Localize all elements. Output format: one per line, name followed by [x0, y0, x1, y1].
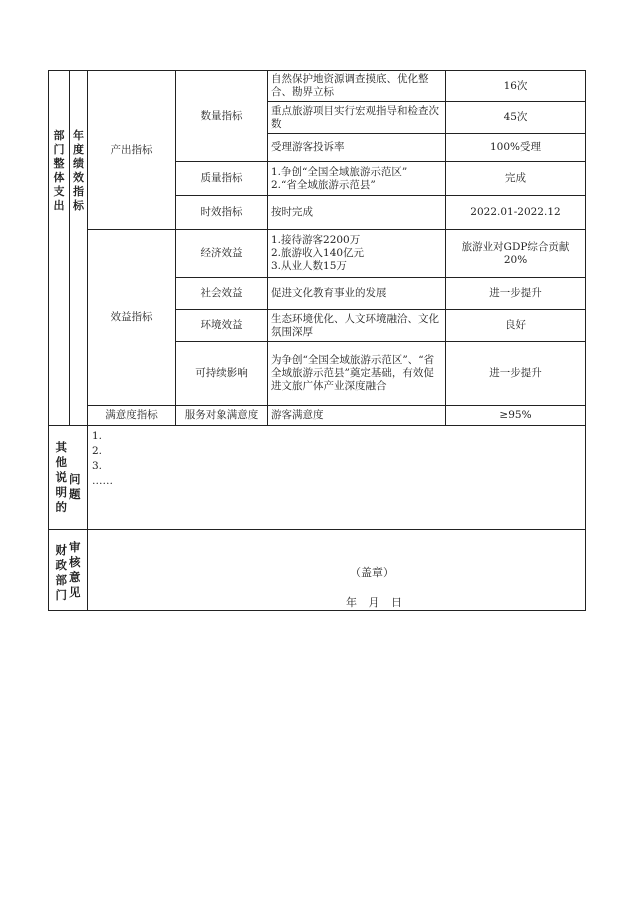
seal-text: （盖章） [350, 566, 394, 579]
sub-social: 社会效益 [176, 278, 268, 310]
date-text: 年 月 日 [346, 596, 402, 609]
annual-label-col [70, 70, 88, 426]
other-item-4: …… [92, 475, 113, 487]
indicator-q1: 自然保护地资源调查摸底、优化整合、勘界立标 [268, 70, 446, 102]
cat-output: 产出指标 [88, 70, 176, 230]
value-satisfaction: ≥95% [446, 406, 586, 426]
other-label-cell [48, 426, 88, 530]
sub-economic: 经济效益 [176, 230, 268, 278]
quality-line-2: 2.“省全域旅游示范县” [271, 178, 376, 191]
other-item-3: 3. [92, 460, 103, 472]
value-q3: 100%受理 [446, 134, 586, 162]
cat-satisfaction: 满意度指标 [88, 406, 176, 426]
finance-label-cell [48, 530, 88, 611]
dept-label-col [48, 70, 70, 426]
sub-service-satisfaction: 服务对象满意度 [176, 406, 268, 426]
value-economic: 旅游业对GDP综合贡献20% [446, 230, 586, 278]
other-item-1: 1. [92, 430, 103, 442]
value-q1: 16次 [446, 70, 586, 102]
annual-label-text: 年 度 绩 效 指 标 [73, 129, 84, 212]
performance-table [48, 70, 586, 611]
other-label-a: 其 他 说 明 的 [55, 440, 67, 514]
value-quality: 完成 [446, 162, 586, 196]
economic-line-2: 2.旅游收入140亿元 [271, 247, 365, 259]
sub-quantity: 数量指标 [176, 70, 268, 162]
sub-environment: 环境效益 [176, 310, 268, 342]
value-q2: 45次 [446, 102, 586, 134]
other-item-2: 2. [92, 445, 103, 457]
economic-line-3: 3.从业人数15万 [271, 260, 347, 272]
indicator-q3: 受理游客投诉率 [268, 134, 446, 162]
indicator-time: 按时完成 [268, 196, 446, 230]
indicator-sustainable: 为争创“全国全域旅游示范区”、“省全域旅游示范县”奠定基础，有效促进文旅广体产业深度融合 [268, 342, 446, 406]
value-sustainable: 进一步提升 [446, 342, 586, 406]
sub-sustainable: 可持续影响 [176, 342, 268, 406]
value-environment: 良好 [446, 310, 586, 342]
other-notes-cell [88, 426, 586, 530]
value-social: 进一步提升 [446, 278, 586, 310]
indicator-economic [268, 230, 446, 278]
sub-quality: 质量指标 [176, 162, 268, 196]
cat-benefit: 效益指标 [88, 230, 176, 406]
finance-label-b: 审 核 意 见 [69, 540, 81, 599]
indicator-satisfaction: 游客满意度 [268, 406, 446, 426]
indicator-q2: 重点旅游项目实行宏观指导和检查次数 [268, 102, 446, 134]
dept-label-text: 部 门 整 体 支 出 [53, 129, 65, 212]
value-time: 2022.01-2022.12 [446, 196, 586, 230]
other-label-b: 问 题 [69, 471, 81, 501]
quality-line-1: 1.争创“全国全域旅游示范区” [271, 165, 408, 178]
indicator-quality [268, 162, 446, 196]
indicator-environment: 生态环境优化、人文环境融洽、文化氛围深厚 [268, 310, 446, 342]
sub-time: 时效指标 [176, 196, 268, 230]
indicator-social: 促进文化教育事业的发展 [268, 278, 446, 310]
economic-line-1: 1.接待游客2200万 [271, 234, 361, 246]
finance-review-cell [88, 530, 586, 611]
finance-label-a: 财 政 部 门 [55, 543, 67, 602]
